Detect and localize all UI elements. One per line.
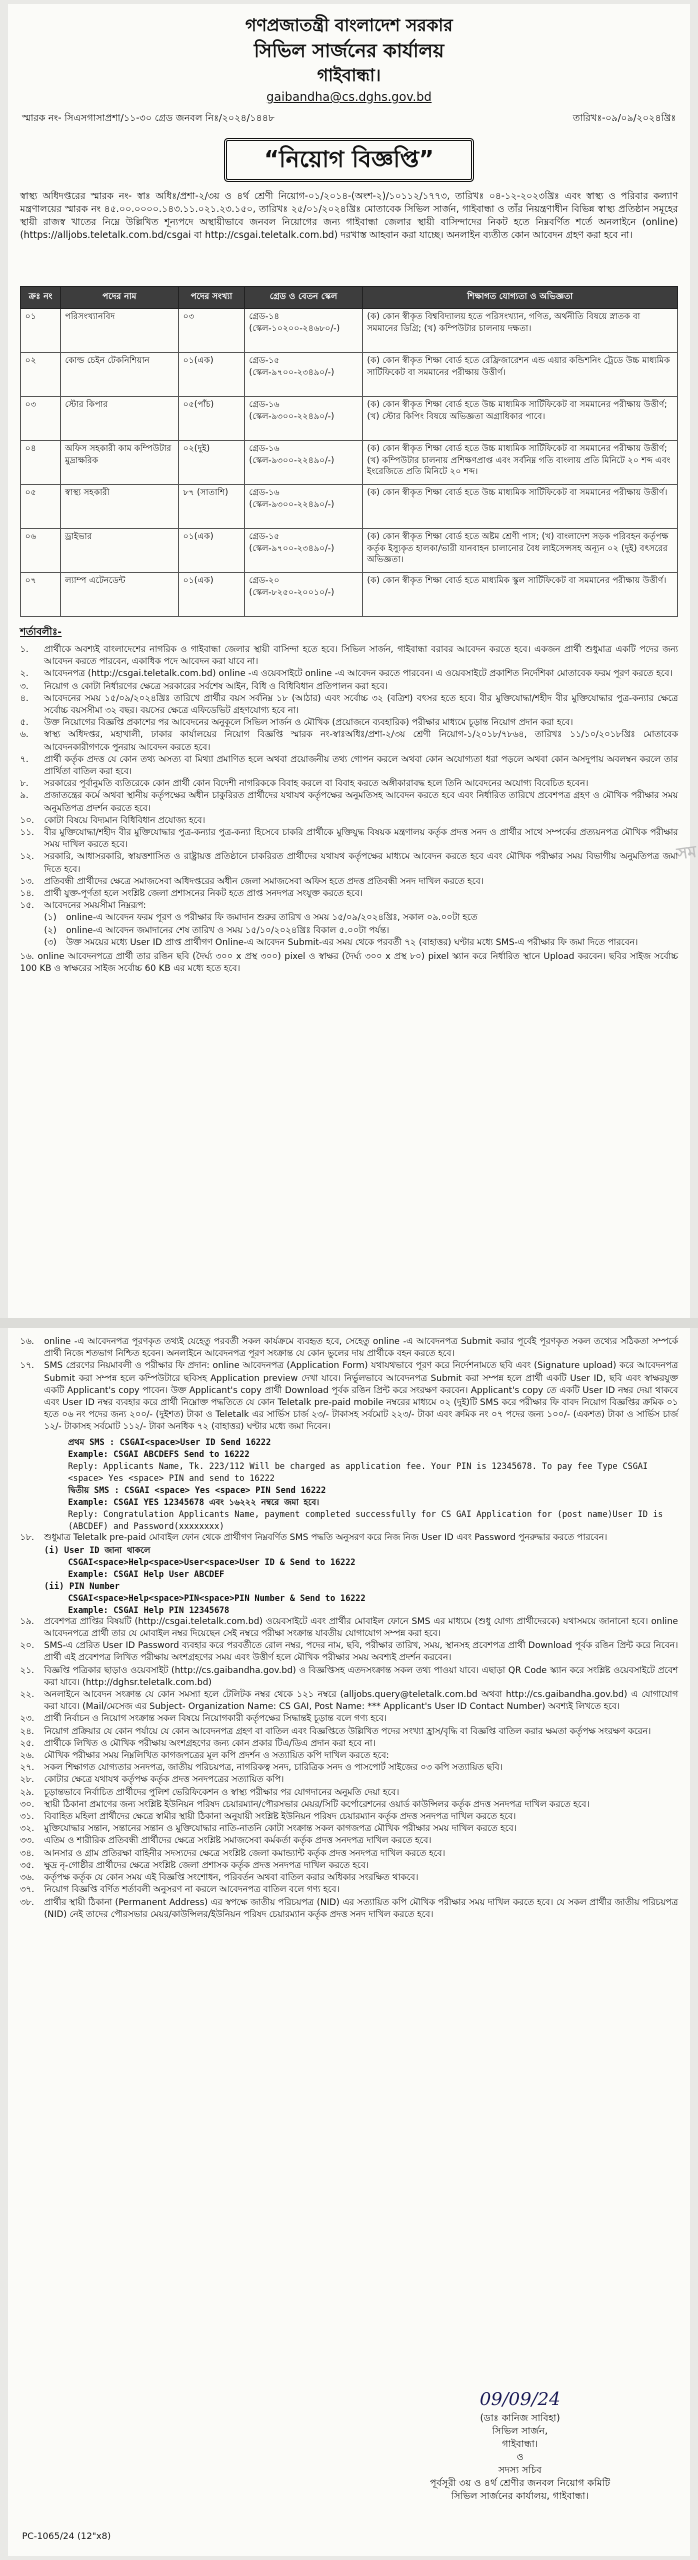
table-row [21, 353, 678, 397]
condition-number: ১. [20, 645, 29, 655]
watermark-mark: সম [675, 841, 698, 864]
condition-text: নিয়োগ প্রক্রিয়ার যে কোন পর্যায়ে যে কোন আবেদনপত্র গ্রহণ বা বাতিল এবং বিজ্ঞপ্তিতে উল্লিখিত পদের সংখ্যা হ্রাস/বৃদ্ধি বা বিজ্ঞপ্তি বাতিল করার ক্ষমতা কর্তৃপক্ষ সংরক্ষণ করেন। [44, 1726, 651, 1737]
table-row [21, 309, 678, 353]
condition-number: ১৭. [20, 1361, 35, 1372]
condition-text: প্রার্থীর স্থায়ী ঠিকানা (Permanent Address) এর স্বপক্ষে জাতীয় পরিচয়পত্র (NID) এর সত্যায়িত কপি মৌখিক পরীক্ষার সময় দাখিল করতে হবে। যে সকল প্রার্থীর জাতীয় পরিচয়পত্র (NID) নেই তাদের পৌরসভার মেয়র/কাউন্সিলর/ইউনিয়ন পরিষদ চেয়ারম্যান কর্তৃক প্রদত্ত সনদ দাখিল করতে হবে। [44, 1897, 678, 1920]
condition-text: প্রার্থী যুক্ত-পূর্ণতা হলে সংশ্লিষ্ট জেলা প্রশাসনের নিকট হতে প্রাপ্ত সনদপত্র সংযুক্ত করতে হবে। [44, 889, 363, 900]
cell-grade-scale: গ্রেড-১৬ (স্কেল-৯৩০০-২২৪৯০/-) [245, 441, 363, 485]
condition-number: ৩৫. [20, 1860, 35, 1871]
condition-number: ৩০. [20, 1799, 35, 1810]
condition-item [8, 778, 690, 790]
condition-item [8, 1823, 690, 1835]
signatory-name: (ডাঃ কানিজ সাবিহা) [479, 2413, 561, 2424]
table-header-row [21, 287, 678, 309]
pc-reference: PC-1065/24 (12"x8) [22, 2532, 111, 2542]
condition-number: ২৭. [20, 1763, 35, 1774]
recovery-line: CSGAI<space>Help<space>User<space>User ID & Send to 16222 [68, 1556, 356, 1567]
condition-text: বিজ্ঞপ্তি পত্রিকার ছাড়াও ওয়েবসাইট (http://cs.gaibandha.gov.bd) ও বিজ্ঞপ্তিসহ এতদসংক্রান্ত সকল তথ্য পাওয়া যাবে। এছাড়া QR Code স্ক্যান করে সংশ্লিষ্ট ওয়েবসাইটে প্রবেশ করা যাবে। (http://dghsr.teletalk.com.bd) [44, 1665, 678, 1688]
condition-item [8, 1835, 690, 1847]
condition-text: শুধুমাত্র Teletalk pre-paid মোবাইল ফোন থেকে প্রার্থীগণ নিম্নবর্ণিত SMS পদ্ধতি অনুসরণ করে নিজ নিজ User ID এবং Password পুনরুদ্ধার করতে পারবেন। [44, 1532, 608, 1543]
condition-text: প্রবেশপত্র প্রাপ্তির বিষয়টি (http://csgai.teletalk.com.bd) ওয়েবসাইটে এবং প্রার্থীর মোবাইল ফোনে SMS এর মাধ্যমে (শুধু যোগ্য প্রার্থীদেরকে) যথাসময়ে জানানো হবে। online আবেদনপত্রে প্রার্থী তার যে মোবাইল নম্বর দিয়েছেন সেই নম্বরে পরীক্ষা সংক্রান্ত যাবতীয় যোগাযোগ সম্পন্ন করা হবে। [44, 1616, 678, 1640]
sms-second-label: দ্বিতীয় SMS : CSGAI <space> Yes <space> PIN Send 16222 [68, 1484, 326, 1495]
condition-item [8, 1787, 690, 1799]
condition-text: প্রার্থী কর্তৃক প্রদত্ত যে কোন তথ্য অসত্য বা মিথ্যা প্রমাণিত হলে অথবা প্রয়োজনীয় তথ্য গোপন করলে অথবা কোন অযোগ্যতা ধরা পড়লে অথবা কোন অসদুপায় অবলম্বন করলে তার প্রার্থিতা বাতিল করা হবে। [44, 754, 678, 778]
cell-post-name: ড্রাইভার [61, 529, 179, 573]
condition-number: ২১. [20, 1665, 35, 1676]
district-title: গাইবান্ধা। [317, 66, 381, 86]
cell-grade-scale: গ্রেড-১৫ (স্কেল-৯৭০০-২৩৪৯০/-) [245, 353, 363, 397]
condition-number: ৩. [20, 681, 29, 692]
condition-number: ১৬. [20, 1337, 35, 1347]
condition-number: ৫. [20, 718, 29, 729]
condition-number: ৩৭. [20, 1885, 35, 1896]
condition-text: আবেদনপত্র (http://csgai.teletalk.com.bd) online -এ ওয়েবসাইটে online -এ আবেদন করতে পারবেন। এ ওয়েবসাইটে প্রকাশিত নির্দেশিকা মোতাবেক ফরম পূরণ করতে হবে। [44, 669, 673, 680]
condition-number: ২৮. [20, 1775, 35, 1786]
condition-text: উক্ত সময়ের মধ্যে User ID প্রাপ্ত প্রার্থীগণ Online-এ আবেদন Submit-এর সময় থেকে পরবর্তী ৭২ (বাহাত্তর) ঘণ্টার মধ্যে SMS-এ পরীক্ষার ফি জমা দিতে পারবেন। [66, 937, 638, 948]
condition-item [8, 729, 690, 753]
condition-number: ৩৬. [20, 1873, 35, 1884]
cell-serial: ০১ [21, 309, 61, 353]
condition-number: ৪. [20, 693, 29, 704]
sms-reply-2: Reply: Congratulation Applicants Name, payment completed successfully for CS GAI Application for (post name)User ID is (ABCDEF) and Password(xxxxxxxx) [68, 1508, 663, 1531]
condition-item [8, 851, 690, 875]
condition-number: (২) [44, 925, 57, 936]
cell-post-name: কোল্ড চেইন টেকনিশিয়ান [61, 353, 179, 397]
cell-post-name: অফিস সহকারী কাম কম্পিউটার মুদ্রাক্ষরিক [61, 441, 179, 485]
table-row [21, 397, 678, 441]
condition-text: স্বাস্থ্য অধিদপ্তর, মহাখালী, ঢাকার কার্যালয়ের নিয়োগ বিজ্ঞপ্তি স্মারক নং-স্বাঃঅধিঃ/প্রশা-২/৩য় শ্রেণী নিয়োগ-১/২০১৮/৭৮৬৪, তারিখঃ ১১/১০/২০১৮খ্রিঃ মোতাবেক আবেদনকারীগণকে পুনরায় আবেদন করতে হবে। [44, 730, 678, 753]
condition-text: আবেদনের সময় ১৫/০৯/২০২৪খ্রিঃ তারিখে প্রার্থীর বয়স সর্বনিম্ন ১৮ (আঠার) এবং সর্বোচ্চ ৩২ (বত্রিশ) বৎসর হতে হবে। বীর মুক্তিযোদ্ধা/শহীদ বীর মুক্তিযোদ্ধার পুত্র-কন্যার ক্ষেত্রে সর্বোচ্চ বয়সসীমা ৩২ বছর। বয়সের ক্ষেত্রে এফিডেভিট গ্রহণযোগ্য হবে না। [44, 693, 678, 717]
sms-first-label: প্রথম SMS : CSGAI<space>User ID Send 16222 [68, 1436, 271, 1447]
conditions-list [8, 644, 690, 912]
condition-item [8, 925, 690, 937]
notice-page-2 [8, 1328, 690, 2556]
condition-text: প্রজাতন্ত্রের কর্মে অথবা স্থানীয় কর্তৃপক্ষের অধীন চাকুরিরত প্রার্থীদের যথাযথ কর্তৃপক্ষের অনুমতিসহ আবেদন করতে হবে এবং নির্ধারিত তারিখে প্রবেশপত্র গ্রহণ ও মৌখিক পরীক্ষার সময় অনুমতিপত্র প্রদর্শন করতে হবে। [44, 791, 678, 814]
notice-page-1 [8, 4, 698, 1322]
condition-text: আবেদনের সময়সীমা নিম্নরূপ: [44, 901, 147, 912]
rule-text: ১৬. online আবেদনপত্রে প্রার্থী তার রঙিন ছবি (দৈর্ঘ্য ৩০০ x প্রস্থ ৩০০) pixel ও স্বাক্ষর (দৈর্ঘ্য ৩০০ x প্রস্থ ৮০) pixel স্ক্যান করে নির্ধারিত স্থানে Upload করবেন। ছবির সাইজ সর্বোচ্চ 100 KB ও স্বাক্ষরের সাইজ সর্বোচ্চ 60 KB এর মধ্যে হতে হবে। [20, 952, 678, 975]
condition-text: কোটার ক্ষেত্রে যথাযথ কর্তৃপক্ষ কর্তৃক প্রদত্ত সনদপত্রের সত্যায়িত কপি। [44, 1775, 284, 1786]
condition-item [8, 790, 690, 814]
condition-text: কর্তৃপক্ষ কর্তৃক যে কোন সময় এই বিজ্ঞপ্তি সংশোধন, পরিবর্তন অথবা বাতিল করার অধিকার সংরক্ষিত থাকবে। [44, 1873, 419, 1884]
cell-post-count: ০৫(পাঁচ) [179, 397, 245, 441]
recovery-line: CSGAI<space>Help<space>PIN<space>PIN Number & Send to 16222 [68, 1592, 366, 1603]
signatory-role: সিভিল সার্জন, [492, 2426, 548, 2437]
sms-instructions [8, 1436, 690, 1532]
condition-item [8, 693, 690, 717]
condition-text: ক্ষুদ্র নৃ-গোষ্ঠীর প্রার্থীদের ক্ষেত্রে সংশ্লিষ্ট জেলা প্রশাসক কর্তৃক প্রদত্ত সনদপত্র দাখিল করতে হবে। [44, 1860, 369, 1871]
condition-number: ৭. [20, 754, 29, 765]
condition-item [8, 681, 690, 693]
condition-text: অনলাইনে আবেদন সংক্রান্ত যে কোন সমস্যা হলে টেলিটক নম্বর থেকে ১২১ নম্বরে (alljobs.query@teletalk.com.bd অথবা http://cs.gaibandha.gov.bd) এ যোগাযোগ করা যাবে। (Mail/মেসেজ এর Subject- Organization Name: CS GAI, Post Name: *** Applicant's User ID Contact Number) অবশ্যই লিখতে হবে। [44, 1690, 678, 1713]
recovery-rule [8, 1532, 690, 1544]
cell-qualification: (ক) কোন স্বীকৃত বিশ্ববিদ্যালয় হতে পরিসংখ্যান, গণিত, অর্থনীতি বিষয়ে স্নাতক বা সমমানের ডিগ্রি; (খ) কম্পিউটার চালনায় দক্ষতা। [363, 309, 678, 353]
condition-number: ১২. [20, 852, 35, 863]
application-schedule [8, 912, 690, 949]
cell-post-count: ০৩ [179, 309, 245, 353]
sms-reply-1: Reply: Applicants Name, Tk. 223/112 Will be charged as application fee. Your PIN is 12345678. To pay fee Type CSGAI <space> Yes <space> PIN and send to 16222 [68, 1460, 648, 1483]
condition-number: ৩৮. [20, 1897, 35, 1908]
condition-number: ১৪. [20, 889, 35, 900]
condition-text: বীর মুক্তিযোদ্ধা/শহীদ বীর মুক্তিযোদ্ধার পুত্র-কন্যার পুত্র-কন্যা হিসেবে চাকরি প্রার্থীকে মুক্তিযুদ্ধ বিষয়ক মন্ত্রণালয় কর্তৃক প্রদত্ত সনদ ও প্রার্থীর সাথে সম্পর্কের প্রত্যয়নপত্র মৌখিক পরীক্ষার সময় দাখিল করতে হবে। [44, 828, 678, 851]
cell-post-name: স্টোর কিপার [61, 397, 179, 441]
condition-item [8, 1848, 690, 1860]
condition-item [8, 1640, 690, 1664]
cell-qualification: (ক) কোন স্বীকৃত শিক্ষা বোর্ড হতে অষ্টম শ্রেণী পাস; (খ) বাংলাদেশ সড়ক পরিবহন কর্তৃপক্ষ কর্তৃক ইস্যুকৃত হালকা/ভারী যানবাহন চালানোর বৈধ লাইসেন্সসহ অন্যূন ০২ (দুই) বৎসরের অভিজ্ঞতা। [363, 529, 678, 573]
condition-item [8, 754, 690, 778]
cell-grade-scale: গ্রেড-১৬ (স্কেল-৯৩০০-২২৪৯০/-) [245, 397, 363, 441]
cell-qualification: (ক) কোন স্বীকৃত শিক্ষা বোর্ড হতে রেফ্রিজারেশন এন্ড এয়ার কন্ডিশনিং ট্রেডে উচ্চ মাধ্যমিক সার্টিফিকেট বা সমমানের পরীক্ষায় উত্তীর্ণ। [363, 353, 678, 397]
condition-item [8, 1738, 690, 1750]
conditions-heading: শর্তাবলীঃ- [20, 627, 62, 638]
condition-text: এতিম ও শারীরিক প্রতিবন্ধী প্রার্থীদের ক্ষেত্রে সংশ্লিষ্ট সমাজসেবা কর্মকর্তা কর্তৃক প্রদত্ত সনদপত্র দাখিল করতে হবে। [44, 1836, 432, 1847]
col-qualification: শিক্ষাগত যোগ্যতা ও অভিজ্ঞতা [363, 287, 678, 309]
condition-text: প্রার্থীকে অবশ্যই বাংলাদেশের নাগরিক ও গাইবান্ধা জেলার স্থায়ী বাসিন্দা হতে হবে। সিভিল সার্জন, গাইবান্ধা বরাবর আবেদন করতে হবে। একজন প্রার্থী শুধুমাত্র একটি পদের জন্য আবেদন করতে পারবেন, একাধিক পদে আবেদন করা যাবে না। [44, 645, 678, 668]
condition-item [8, 1665, 690, 1689]
condition-number: ২৯. [20, 1787, 35, 1798]
condition-text: মুক্তিযোদ্ধার সন্তান, সন্তানের সন্তান ও মুক্তিযোদ্ধার নাতি-নাতনি কোটা সংক্রান্ত সকল কাগজপত্র মৌখিক পরীক্ষার সময় দাখিল করতে হবে। [44, 1824, 517, 1835]
cell-qualification: (ক) কোন স্বীকৃত শিক্ষা বোর্ড হতে উচ্চ মাধ্যমিক সার্টিফিকেট বা সমমানের পরীক্ষায় উত্তীর্ণ; (খ) স্টোর কিপিং বিষয়ে অভিজ্ঞতা অগ্রাধিকার পাবে। [363, 397, 678, 441]
handwritten-signature: 09/09/24 [479, 2389, 561, 2410]
memo-number: স্মারক নং- সিএসগাসাপ্রশা/১১-৩০ গ্রেড জনবল নিঃ/২০২৪/১৪৪৮ [22, 113, 275, 124]
cell-post-name: ল্যাম্প এটেনডেন্ট [61, 573, 179, 617]
condition-item [8, 815, 690, 827]
cell-post-count: ০১(এক) [179, 353, 245, 397]
cell-post-count: ০১(এক) [179, 573, 245, 617]
col-serial: ক্রঃ নং [21, 287, 61, 309]
letterhead [8, 4, 690, 106]
table-row [21, 529, 678, 573]
condition-item [8, 1762, 690, 1774]
recovery-line: Example: CSGAI Help User ABCDEF [68, 1568, 225, 1579]
condition-number: ২০. [20, 1641, 35, 1652]
condition-item [8, 912, 690, 924]
col-post-count: পদের সংখ্যা [179, 287, 245, 309]
condition-number: ১৯. [20, 1616, 35, 1627]
condition-number: ২. [20, 669, 29, 680]
cell-post-count: ০১(এক) [179, 529, 245, 573]
recovery-line: (i) User ID জানা থাকলে [44, 1544, 151, 1555]
recruitment-banner: “নিয়োগ বিজ্ঞপ্তি” [224, 138, 474, 182]
condition-text: SMS প্রেরণের নিয়মাবলী ও পরীক্ষার ফি প্রদান: online আবেদনপত্র (Application Form) যথাযথভাবে পূরণ করে নির্দেশনামতে ছবি এবং (Signature upload) করে আবেদনপত্র Submit করা সম্পন্ন হলে কম্পিউটারে ছবিসহ Application preview দেখা যাবে। নির্ভুলভাবে আবেদনপত্র Submit করা সম্পন্ন হলে প্রার্থী একটি User ID, ছবি এবং স্বাক্ষরযুক্ত একটি Applicant's copy পাবেন। উক্ত Applicant's copy প্রার্থী Download পূর্বক রঙিন প্রিন্ট করে সংরক্ষণ করবেন। Applicant's copy তে একটি User ID নম্বর দেয়া থাকবে এবং User ID নম্বর ব্যবহার করে প্রার্থী নিম্নোক্ত পদ্ধতিতে যে কোন Teletalk pre-paid mobile নম্বরের মাধ্যমে ০২ (দুই)টি SMS করে পরীক্ষার ফি বাবদ নিয়োগ বিজ্ঞপ্তির ক্রমিক ০১ হতে ০৬ নং পদের জন্য ২০০/- (দুইশত) টাকা ও Teletalk এর সার্ভিস চার্জ ২৩/- টাকাসহ সর্বমোট ২২৩/- টাকা এবং ক্রমিক নং ০৭ পদের জন্য ১০০/- (একশত) টাকা ও সার্ভিস চার্জ ১২/- টাকাসহ সর্বমোট ১১২/- টাকা অনধিক ৭২ (বাহাত্তর) ঘণ্টার মধ্যে জমা দিবেন। [44, 1361, 678, 1433]
photo-upload-rule [8, 951, 690, 975]
condition-item [8, 827, 690, 851]
condition-number: (৩) [44, 937, 57, 948]
conditions-list-final [8, 1616, 690, 1921]
condition-number: ৩৩. [20, 1836, 35, 1847]
condition-number: ১৩. [20, 876, 35, 887]
memo-line [8, 106, 690, 128]
condition-text: আনসার ও গ্রাম প্রতিরক্ষা বাহিনীর সদস্যদের ক্ষেত্রে সংশ্লিষ্ট জেলা কমান্ড্যান্ট কর্তৃক প্রদত্ত সনদপত্র দাখিল করতে হবে। [44, 1848, 446, 1859]
recovery-line: Example: CSGAI Help PIN 12345678 [68, 1604, 230, 1615]
condition-number: ১১. [20, 828, 35, 839]
recovery-line: (ii) PIN Number [44, 1580, 120, 1591]
cell-grade-scale: গ্রেড-১৬ (স্কেল-৯৩০০-২২৪৯০/-) [245, 485, 363, 529]
condition-text: মৌখিক পরীক্ষার সময় নিম্নলিখিত কাগজপত্রের মূল কপি প্রদর্শন ও সত্যায়িত কপি দাখিল করতে হবে: [44, 1751, 390, 1762]
committee-role: সদস্য সচিব [498, 2465, 542, 2476]
cell-qualification: (ক) কোন স্বীকৃত শিক্ষা বোর্ড হতে উচ্চ মাধ্যমিক সার্টিফিকেট বা সমমানের পরীক্ষায় উত্তীর্ণ; (খ) কম্পিউটার চালনায় প্রশিক্ষণপ্রাপ্ত এবং সর্বনিম্ন গতি বাংলায় প্রতি মিনিটে ২০ শব্দ এবং ইংরেজিতে প্রতি মিনিটে ২০ শব্দ। [363, 441, 678, 485]
condition-text: প্রতিবন্ধী প্রার্থীদের ক্ষেত্রে সমাজসেবা অধিদপ্তরের অধীন জেলা সমাজসেবা অফিস হতে প্রদত্ত প্রতিবন্ধী সনদ দাখিল করতে হবে। [44, 876, 484, 887]
condition-item [8, 1884, 690, 1896]
condition-number: ২৩. [20, 1714, 35, 1725]
condition-item [8, 1689, 690, 1713]
condition-item [8, 1774, 690, 1786]
condition-item [8, 1726, 690, 1738]
condition-text: নিয়োগ বিজ্ঞপ্তি বর্ণিত শর্তাবলী অনুসরণ না করলে আবেদনপত্র বাতিল বলে গণ্য হবে। [44, 1885, 340, 1896]
cell-serial: ০৭ [21, 573, 61, 617]
memo-date: তারিখঃ-০৯/০৯/২০২৪খ্রিঃ [572, 113, 676, 124]
condition-text: SMS-এ প্রেরিত User ID Password ব্যবহার করে পরবর্তীতে রোল নম্বর, পদের নাম, ছবি, পরীক্ষার তারিখ, সময়, স্থানসহ প্রবেশপত্র প্রার্থী Download পূর্বক রঙিন প্রিন্ট করে নিবেন। প্রার্থী এই প্রবেশপত্র লিখিত পরীক্ষায় অংশগ্রহণের সময় এবং উত্তীর্ণ হলে মৌখিক পরীক্ষার সময় অবশ্যই প্রদর্শন করবেন। [44, 1641, 678, 1664]
condition-number: ৬. [20, 730, 29, 741]
cell-grade-scale: গ্রেড-১৪ (স্কেল-১০২০০-২৪৬৮০/-) [245, 309, 363, 353]
page-divider [0, 1318, 698, 1328]
table-row [21, 573, 678, 617]
condition-text: প্রার্থীকে লিখিত ও মৌখিক পরীক্ষায় অংশগ্রহণের জন্য কোন প্রকার টিএ/ডিএ প্রদান করা হবে না। [44, 1738, 376, 1749]
condition-text: online-এ আবেদন জমাদানের শেষ তারিখ ও সময় ১৫/১০/২০২৪খ্রিঃ বিকাল ৫.০০টা পর্যন্ত। [66, 925, 390, 936]
sms-first-example: Example: CSGAI ABCDEFS Send to 16222 [68, 1448, 250, 1459]
condition-text: কোটা বিষয়ে বিদ্যমান বিধিবিধান প্রযোজ্য হবে। [44, 815, 206, 826]
cell-serial: ০৩ [21, 397, 61, 441]
condition-number: ৯. [20, 791, 29, 802]
condition-text: প্রার্থী নির্বাচন ও নিয়োগ সংক্রান্ত সকল বিষয়ে নিয়োগকারী কর্তৃপক্ষের সিদ্ধান্তই চূড়ান্ত বলে গণ্য হবে। [44, 1714, 387, 1725]
condition-item [8, 668, 690, 680]
condition-item [8, 1872, 690, 1884]
condition-number: ২৬. [20, 1751, 35, 1762]
condition-item [8, 644, 690, 668]
condition-text: উক্ত নিয়োগের বিজ্ঞপ্তি প্রকাশের পর আবেদনের অনুকূলে সিভিল সার্জন ও মৌখিক (প্রয়োজনে ব্যবহারিক) পরীক্ষার মাধ্যমে চূড়ান্ত নিয়োগ প্রদান করা হবে। [44, 718, 574, 729]
condition-item [8, 937, 690, 949]
committee-name: পূর্বসূরী ৩য় ও ৪র্থ শ্রেণীর জনবল নিয়োগ কমিটি [429, 2478, 611, 2489]
condition-item [8, 900, 690, 912]
signatory-and: ও [516, 2452, 524, 2463]
condition-item [8, 888, 690, 900]
condition-number: ২৫. [20, 1738, 35, 1749]
condition-item [8, 1897, 690, 1921]
condition-item [8, 1811, 690, 1823]
condition-text: চূড়ান্তভাবে নির্বাচিত প্রার্থীদের পুলিশ ভেরিফিকেশন ও স্বাস্থ্য পরীক্ষার পর যোগদানের অনুমতি দেয়া হবে। [44, 1787, 400, 1798]
cell-post-count: ৮৭ (সাতাশি) [179, 485, 245, 529]
condition-item [8, 1532, 690, 1544]
condition-text: online -এ আবেদনপত্র পূরণকৃত তথ্যই যেহেতু পরবর্তী সকল কার্যক্রমে ব্যবহৃত হবে, সেহেতু online -এ আবেদনপত্র Submit করার পূর্বেই পূরণকৃত সকল তথ্যের সঠিকতা সম্পর্কে প্রার্থী নিজে শতভাগ নিশ্চিত হবেন। অনলাইনে আবেদনপত্র পূরণ সংক্রান্ত যে কোন ভুলের দায় প্রার্থীকে বহন করতে হবে। [44, 1337, 679, 1360]
condition-number: ১৮. [20, 1532, 35, 1543]
table-row [21, 485, 678, 529]
condition-item [8, 1360, 690, 1433]
recovery-codes [8, 1544, 690, 1616]
signature-block [410, 2388, 630, 2503]
condition-text: online-এ আবেদন ফরম পূরণ ও পরীক্ষার ফি জমাদান শুরুর তারিখ ও সময় ১৫/০৯/২০২৪খ্রিঃ, সকাল ০৯.০০টা হতে [66, 913, 478, 924]
condition-item [8, 1860, 690, 1872]
condition-number: ৩২. [20, 1824, 35, 1835]
condition-number: ৩৪. [20, 1848, 35, 1859]
col-post-name: পদের নাম [61, 287, 179, 309]
cell-grade-scale: গ্রেড-১৫ (স্কেল-৯৭০০-২৩৪৯০/-) [245, 529, 363, 573]
cell-serial: ০৪ [21, 441, 61, 485]
condition-item [8, 717, 690, 729]
condition-number: ২৪. [20, 1726, 35, 1737]
cell-serial: ০৬ [21, 529, 61, 573]
cell-post-name: স্বাস্থ্য সহকারী [61, 485, 179, 529]
signatory-district: গাইবান্ধা। [502, 2439, 538, 2450]
condition-item [8, 1616, 690, 1640]
intro-paragraph: স্বাস্থ্য অধিদপ্তরের স্মারক নং- স্বাঃ অধিঃ/প্রশা-২/৩য় ও ৪র্থ শ্রেণী নিয়োগ-০১/২০১৪-(অংশ-২)/১০১১২/১৭৭৩, তারিখঃ ০৪-১২-২০২৩খ্রিঃ এবং স্বাস্থ্য ও পরিবার কল্যাণ মন্ত্রণালয়ের স্মারক নং ৪৫.০০.০০০০.১৪৩.১১.০২১.২৩.১৫০, তারিখঃ ২৫/০১/২০২৪খ্রিঃ মোতাবেক সিভিল সার্জন, গাইবান্ধা ও তাঁর নিয়ন্ত্রণাধীন বিভিন্ন স্বাস্থ্য প্রতিষ্ঠান সমূহের স্থায়ী রাজস্ব খাতের নিম্নে উল্লিখিত শূন্যপদে অস্থায়ীভাবে জনবল নিয়োগের জন্য গাইবান্ধা জেলার স্থায়ী বাসিন্দাদের নিকট হতে নিম্নবর্ণিত শর্তে অনলাইনে (online)(https://alljobs.teletalk.com.bd/csgai বা http://csgai.teletalk.com.bd) দরখাস্ত আহবান করা যাচ্ছে। অনলাইন ব্যতীত কোন আবেদন গ্রহণ করা হবে না। [20, 191, 678, 241]
cell-qualification: (ক) কোন স্বীকৃত শিক্ষা বোর্ড হতে মাধ্যমিক স্কুল সার্টিফিকেট বা সমমানের পরীক্ষায় উত্তীর্ণ। [363, 573, 678, 617]
condition-item [8, 1713, 690, 1725]
email-link[interactable]: gaibandha@cs.dghs.gov.bd [266, 90, 432, 104]
cell-serial: ০২ [21, 353, 61, 397]
condition-text: নিয়োগ ও কোটা নির্ধারণের ক্ষেত্রে সরকারের সর্বশেষ আইন, বিধি ও বিধিবিধান প্রতিপালন করা হবে। [44, 681, 388, 692]
table-row [21, 441, 678, 485]
condition-item [8, 1750, 690, 1762]
posts-table [20, 286, 678, 617]
condition-number: ৩১. [20, 1812, 35, 1823]
committee-office: সিভিল সার্জনের কার্যালয়, গাইবান্ধা। [451, 2491, 589, 2502]
condition-item [8, 1799, 690, 1811]
condition-item [8, 876, 690, 888]
conditions-list-continued [8, 1336, 690, 1434]
condition-text: সরকারি, আধাসরকারি, স্বায়ত্তশাসিত ও রাষ্ট্রায়ত্ত প্রতিষ্ঠানে চাকরিরত প্রার্থীদের যথাযথ কর্তৃপক্ষের মাধ্যমে আবেদন করতে হবে এবং মৌখিক পরীক্ষার সময় বিভাগীয় অনুমতিপত্র জমা দিতে হবে। [44, 852, 678, 875]
cell-grade-scale: গ্রেড-২০ (স্কেল-৮২৫০-২০০১০/-) [245, 573, 363, 617]
cell-serial: ০৫ [21, 485, 61, 529]
office-title: সিভিল সার্জনের কার্যালয় [253, 40, 445, 62]
cell-post-name: পরিসংখ্যানবিদ [61, 309, 179, 353]
condition-number: (১) [44, 913, 57, 924]
condition-number: ১৫. [20, 901, 35, 912]
cell-post-count: ০২(দুই) [179, 441, 245, 485]
condition-number: ২২. [20, 1690, 35, 1701]
col-grade-scale: গ্রেড ও বেতন স্কেল [245, 287, 363, 309]
condition-number: ১০. [20, 815, 35, 826]
condition-text: স্থায়ী ঠিকানা প্রমাণের জন্য সংশ্লিষ্ট ইউনিয়ন পরিষদ চেয়ারম্যান/পৌরসভার মেয়র/সিটি কর্পোরেশনের ওয়ার্ড কাউন্সিলর কর্তৃক প্রদত্ত সনদপত্র দাখিল করতে হবে। [44, 1799, 590, 1810]
cell-qualification: (ক) কোন স্বীকৃত শিক্ষা বোর্ড হতে উচ্চ মাধ্যমিক সার্টিফিকেট বা সমমানের পরীক্ষায় উত্তীর্ণ। [363, 485, 678, 529]
government-title: গণপ্রজাতন্ত্রী বাংলাদেশ সরকার [245, 16, 453, 36]
condition-text: সকল শিক্ষাগত যোগ্যতার সনদপত্র, জাতীয় পরিচয়পত্র, নাগরিকত্ব সনদ, চারিত্রিক সনদ ও পাসপোর্ট সাইজের ০৩ কপি সত্যায়িত ছবি। [44, 1763, 503, 1774]
condition-text: সরকারের পূর্বানুমতি ব্যতিরেকে কোন প্রার্থী কোন বিদেশী নাগরিককে বিবাহ করলে বা বিবাহ করতে অঙ্গীকারাবদ্ধ হলে তিনি আবেদনের অযোগ্য বিবেচিত হবেন। [44, 779, 589, 790]
condition-item [8, 1336, 690, 1360]
condition-number: ৮. [20, 779, 29, 790]
sms-second-example: Example: CSGAI YES 12345678 এবং ১৬২২২ নম্বরে জমা হবে। [68, 1496, 320, 1507]
condition-text: বিবাহিত মহিলা প্রার্থীদের ক্ষেত্রে স্বামীর স্থায়ী ঠিকানা অনুযায়ী সংশ্লিষ্ট ইউনিয়ন পরিষদ চেয়ারম্যান কর্তৃক প্রদত্ত সনদপত্র দাখিল করতে হবে। [44, 1812, 516, 1823]
